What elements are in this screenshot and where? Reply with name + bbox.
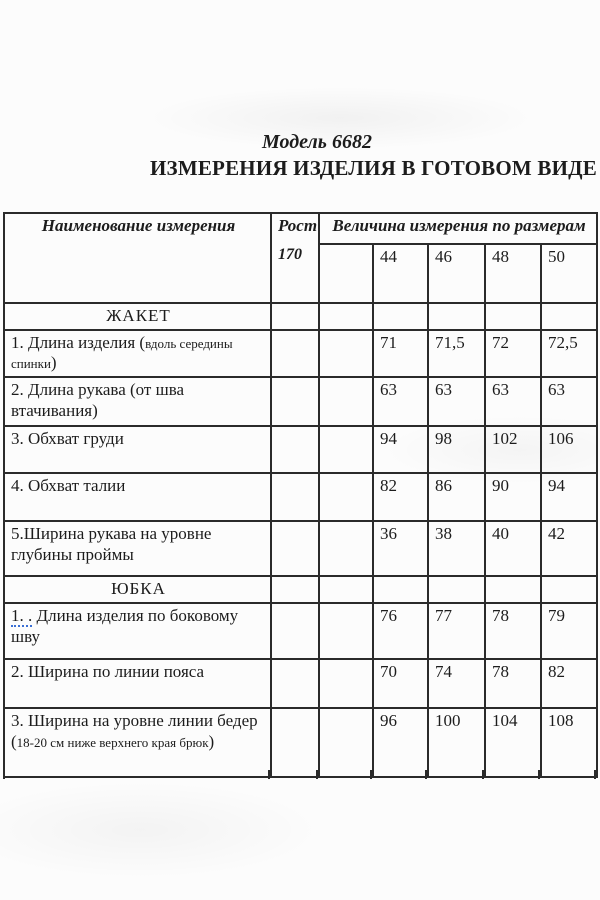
- value-cell: 71,5: [428, 330, 485, 377]
- empty-cell: [319, 303, 373, 330]
- size-column-50: 50: [541, 244, 597, 303]
- empty-cell: [319, 603, 373, 659]
- value-cell: 96: [373, 708, 428, 777]
- empty-cell: [541, 303, 597, 330]
- table-grid-stub: [370, 770, 372, 779]
- value-cell: 70: [373, 659, 428, 708]
- table-grid-stub: [268, 770, 270, 779]
- value-cell: 82: [541, 659, 597, 708]
- column-header-measurement-name: Наименование измерения: [4, 213, 271, 303]
- measurement-name: 2. Ширина по линии пояса: [4, 659, 271, 708]
- value-cell: 106: [541, 426, 597, 473]
- section-row-skirt: [4, 576, 597, 603]
- value-cell: 100: [428, 708, 485, 777]
- empty-cell: [319, 659, 373, 708]
- value-cell: 77: [428, 603, 485, 659]
- value-cell: 78: [485, 603, 541, 659]
- value-cell: 72,5: [541, 330, 597, 377]
- table-grid-stub: [594, 770, 596, 779]
- measurement-name: 1. Длина изделия (вдоль середины спинки): [4, 330, 271, 377]
- empty-cell: [271, 521, 319, 576]
- value-cell: 78: [485, 659, 541, 708]
- table-row: [4, 330, 597, 377]
- value-cell: 76: [373, 603, 428, 659]
- section-row-jacket: [4, 303, 597, 330]
- value-cell: 42: [541, 521, 597, 576]
- height-label: Рост: [278, 216, 318, 235]
- empty-cell: [428, 303, 485, 330]
- table-grid-stub: [482, 770, 484, 779]
- empty-cell: [271, 659, 319, 708]
- empty-cell: [319, 426, 373, 473]
- underlined-item-number: 1. .: [11, 605, 33, 625]
- table-row: [4, 426, 597, 473]
- size-column-48: 48: [485, 244, 541, 303]
- empty-cell: [319, 377, 373, 426]
- value-cell: 82: [373, 473, 428, 521]
- table-row: [4, 521, 597, 576]
- value-cell: 63: [541, 377, 597, 426]
- empty-cell: [271, 330, 319, 377]
- value-cell: 38: [428, 521, 485, 576]
- table-row: [4, 473, 597, 521]
- value-cell: 86: [428, 473, 485, 521]
- measurement-name: 5.Ширина рукава на уровне глубины проймы: [4, 521, 271, 576]
- value-cell: 79: [541, 603, 597, 659]
- table-row: [4, 659, 597, 708]
- empty-cell: [319, 330, 373, 377]
- value-cell: 63: [485, 377, 541, 426]
- value-cell: 40: [485, 521, 541, 576]
- measurement-name: 2. Длина рукава (от шва втачивания): [4, 377, 271, 426]
- table-header-row: [4, 213, 597, 244]
- measurement-name: 1. . Длина изделия по боковому шву: [4, 603, 271, 659]
- column-header-height: [271, 213, 319, 303]
- value-cell: 63: [428, 377, 485, 426]
- value-cell: 98: [428, 426, 485, 473]
- table-row: [4, 603, 597, 659]
- empty-cell: [319, 576, 373, 603]
- value-cell: 102: [485, 426, 541, 473]
- value-cell: 74: [428, 659, 485, 708]
- empty-cell: [485, 576, 541, 603]
- table-grid-stub: [316, 770, 318, 779]
- empty-cell: [271, 303, 319, 330]
- table-grid-stub: [3, 770, 5, 779]
- table-grid-stub: [538, 770, 540, 779]
- measurement-name: 3. Ширина на уровне линии бедер (18-20 см ниже верхнего края брюк): [4, 708, 271, 777]
- table-row: [4, 377, 597, 426]
- empty-cell: [271, 603, 319, 659]
- empty-cell: [373, 303, 428, 330]
- size-column-44: 44: [373, 244, 428, 303]
- table-row: [4, 708, 597, 777]
- empty-cell: [271, 708, 319, 777]
- empty-cell: [271, 426, 319, 473]
- value-cell: 94: [373, 426, 428, 473]
- size-column-46: 46: [428, 244, 485, 303]
- column-group-header-sizes: Величина измерения по размерам: [319, 213, 597, 244]
- table-grid-stub: [425, 770, 427, 779]
- empty-cell: [319, 708, 373, 777]
- value-cell: 108: [541, 708, 597, 777]
- value-cell: 63: [373, 377, 428, 426]
- empty-cell: [271, 377, 319, 426]
- empty-cell: [541, 576, 597, 603]
- document-model-title: Модель 6682: [262, 131, 372, 153]
- value-cell: 71: [373, 330, 428, 377]
- value-cell: 94: [541, 473, 597, 521]
- measurement-name: 4. Обхват талии: [4, 473, 271, 521]
- value-cell: 104: [485, 708, 541, 777]
- section-label-jacket: ЖАКЕТ: [4, 303, 271, 330]
- value-cell: 36: [373, 521, 428, 576]
- empty-cell: [271, 576, 319, 603]
- empty-cell: [485, 303, 541, 330]
- height-value: 170: [278, 245, 302, 263]
- empty-cell: [271, 473, 319, 521]
- empty-cell: [319, 521, 373, 576]
- empty-cell: [319, 473, 373, 521]
- empty-cell: [373, 576, 428, 603]
- section-label-skirt: ЮБКА: [4, 576, 271, 603]
- empty-cell: [428, 576, 485, 603]
- empty-size-cell: [319, 244, 373, 303]
- document-heading: ИЗМЕРЕНИЯ ИЗДЕЛИЯ В ГОТОВОМ ВИДЕ: [150, 156, 597, 180]
- measurement-name: 3. Обхват груди: [4, 426, 271, 473]
- value-cell: 90: [485, 473, 541, 521]
- measurement-table: [3, 212, 598, 778]
- value-cell: 72: [485, 330, 541, 377]
